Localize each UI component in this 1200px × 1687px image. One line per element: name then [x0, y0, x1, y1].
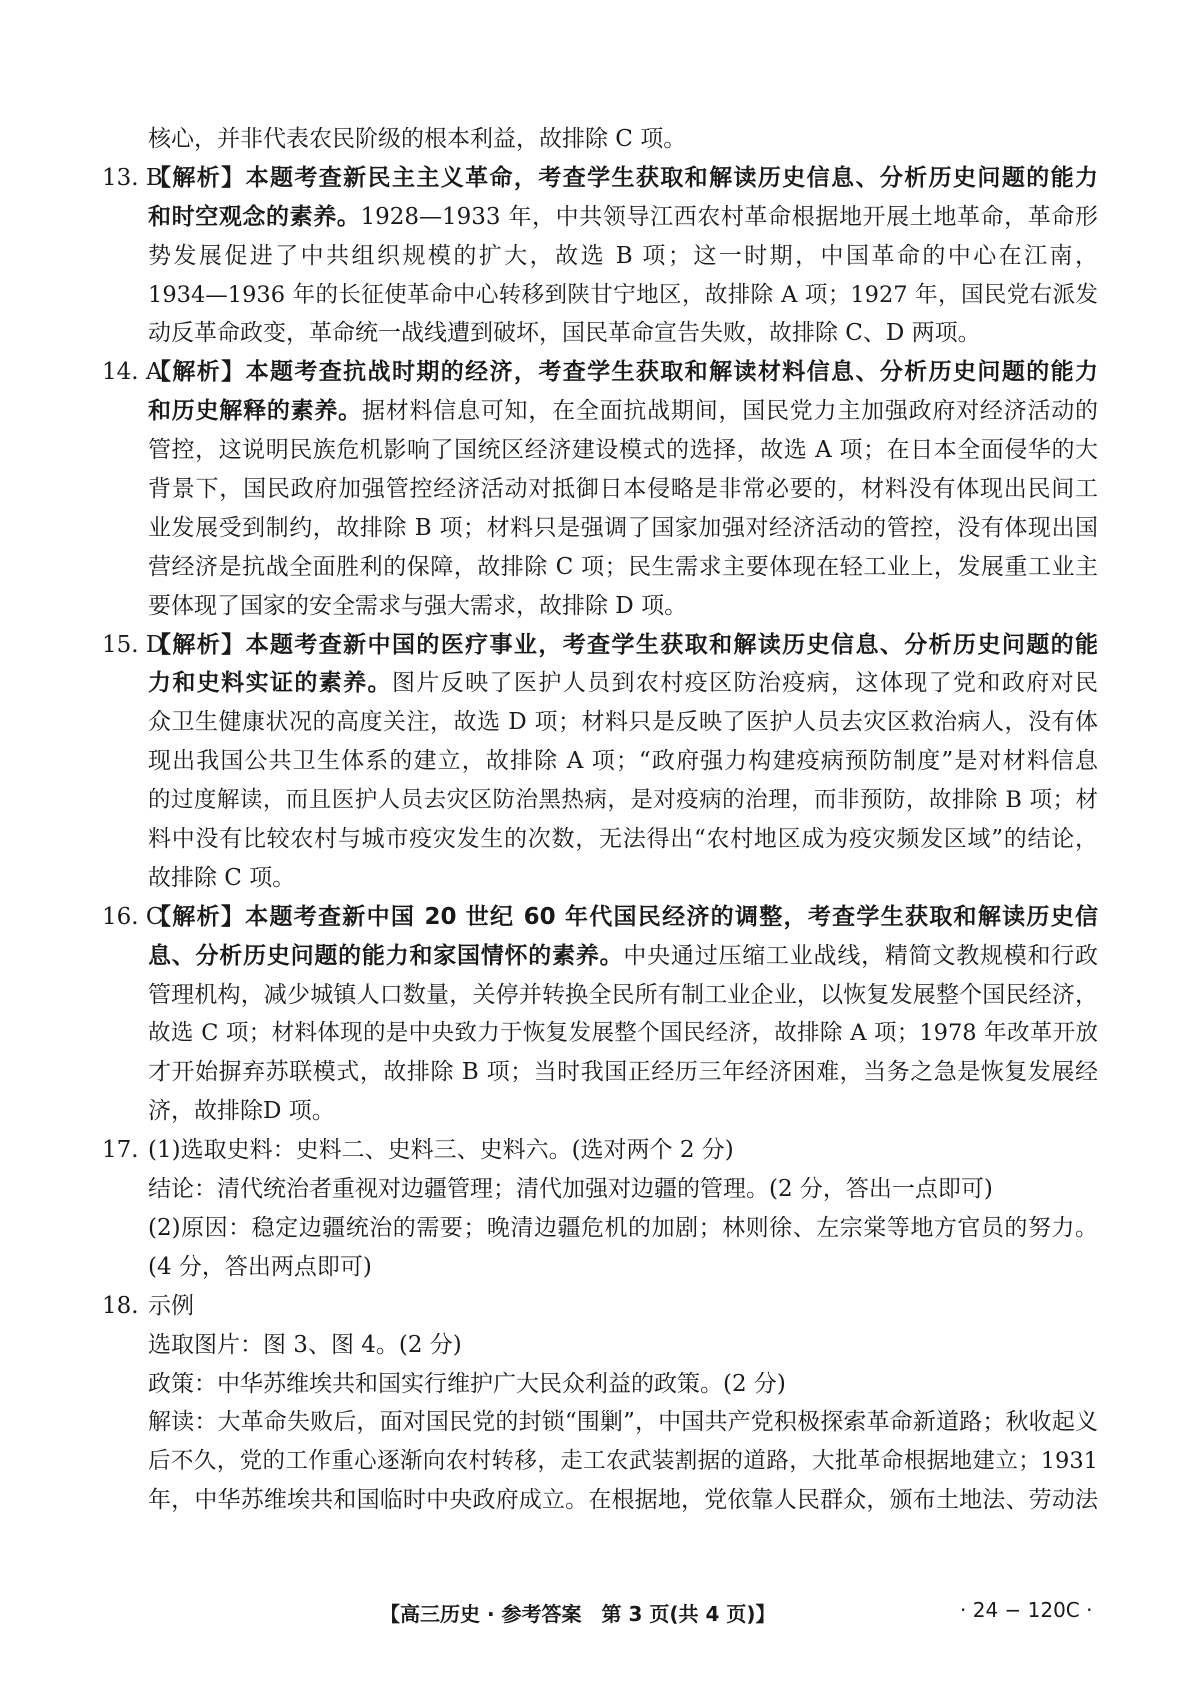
line-text: 业发展受到制约，故排除 B 项；材料只是强调了国家加强对经济活动的管控，没有体现出国 — [148, 514, 1098, 541]
text-line — [148, 1403, 1098, 1442]
text-line — [148, 820, 1098, 859]
answer-content — [102, 120, 1099, 1520]
line-text: 要体现了国家的安全需求与强大需求，故排除 D 项。 — [148, 592, 688, 619]
text-line — [148, 120, 1098, 159]
line-text: 势发展促进了中共组织规模的扩大，故选 B 项；这一时期，中国革命的中心在江南， — [148, 242, 1098, 269]
text-line — [102, 1131, 1098, 1170]
text-line — [148, 314, 1098, 353]
line-text: 后不久，党的工作重心逐渐向农村转移，走工农武装割据的道路，大批革命根据地建立；1931 — [148, 1448, 1098, 1475]
text-line — [148, 937, 1098, 976]
text-line — [148, 1481, 1098, 1520]
text-line — [148, 1365, 1098, 1404]
analysis-heading: 【解析】本题考查抗战时期的经济，考查学生获取和解读材料信息、分析历史问题的能力 — [148, 359, 1098, 386]
line-text: 管控，这说明民族危机影响了国统区经济建设模式的选择，故选 A 项；在日本全面侵华的大 — [148, 437, 1098, 464]
analysis-heading: 【解析】本题考查新民主主义革命，考查学生获取和解读历史信息、分析历史问题的能力 — [148, 164, 1098, 191]
analysis-heading: 和历史解释的素养。 — [148, 398, 362, 425]
analysis-heading: 和时空观念的素养。 — [148, 203, 361, 230]
analysis-heading: 息、分析历史问题的能力和家国情怀的素养。 — [148, 942, 624, 969]
line-text: 背景下，国民政府加强管控经济活动对抵御日本侵略是非常必要的，材料没有体现出民间工 — [148, 476, 1098, 503]
text-line — [148, 976, 1098, 1015]
question-number: 17. — [102, 1137, 139, 1164]
text-line — [148, 1442, 1098, 1481]
analysis-heading: 【解析】本题考查新中国 20 世纪 60 年代国民经济的调整，考查学生获取和解读历史信 — [148, 903, 1098, 930]
question-number: 14. A — [102, 359, 163, 386]
text-line — [148, 1248, 1098, 1287]
text-line — [148, 742, 1098, 781]
line-text: 管理机构，减少城镇人口数量，关停并转换全民所有制工业企业，以恢复发展整个国民经济， — [148, 981, 1098, 1008]
question-number: 13. B — [102, 164, 163, 191]
text-line — [148, 276, 1098, 315]
text-line — [148, 859, 1098, 898]
analysis-heading: 【解析】本题考查新中国的医疗事业，考查学生获取和解读历史信息、分析历史问题的能 — [148, 631, 1098, 658]
text-line — [148, 703, 1098, 742]
footer-page-label: 【高三历史 · 参考答案 第 3 页(共 4 页)】 — [380, 1602, 776, 1626]
line-text: 图片反映了医护人员到农村疫区防治疫病，这体现了党和政府对民 — [391, 670, 1099, 697]
line-text: (2)原因：稳定边疆统治的需要；晚清边疆危机的加剧；林则徐、左宗棠等地方官员的努力。 — [148, 1214, 1098, 1241]
line-text: 结论：清代统治者重视对边疆管理；清代加强对边疆的管理。(2 分，答出一点即可) — [148, 1176, 993, 1203]
question-number: 18. — [102, 1292, 139, 1319]
question-number: 15. D — [102, 631, 165, 658]
text-line — [148, 587, 1098, 626]
text-line — [102, 626, 1098, 665]
text-line — [148, 1170, 1098, 1209]
line-text: 1928—1933 年，中共领导江西农村革命根据地开展土地革命，革命形 — [360, 203, 1099, 230]
page-footer — [0, 1598, 1200, 1628]
text-line — [102, 898, 1098, 937]
question-number: 16. C — [102, 903, 164, 930]
text-line — [148, 781, 1098, 820]
line-text: 核心，并非代表农民阶级的根本利益，故排除 C 项。 — [148, 126, 687, 152]
line-text: 动反革命政变，革命统一战线遭到破坏，国民革命宣告失败，故排除 C、D 两项。 — [148, 320, 981, 347]
text-line — [148, 237, 1098, 276]
line-text: 的过度解读，而且医护人员去灾区防治黑热病，是对疫病的治理，而非预防，故排除 B 项；材 — [148, 787, 1098, 814]
line-text: 才开始摒弃苏联模式，故排除 B 项；当时我国正经历三年经济困难，当务之急是恢复发展经 — [148, 1059, 1098, 1086]
line-text: 济，故排除D 项。 — [148, 1098, 335, 1125]
line-text: 料中没有比较农村与城市疫灾发生的次数，无法得出“农村地区成为疫灾频发区域”的结论， — [148, 826, 1098, 853]
text-line — [148, 198, 1098, 237]
text-line — [148, 509, 1098, 548]
line-text: 故排除 C 项。 — [148, 864, 296, 891]
line-text: 营经济是抗战全面胜利的保障，故排除 C 项；民生需求主要体现在轻工业上，发展重工业主 — [148, 553, 1098, 580]
text-line — [148, 1053, 1098, 1092]
line-text: 故选 C 项；材料体现的是中央致力于恢复发展整个国民经济，故排除 A 项；1978 年改革开放 — [148, 1020, 1098, 1047]
text-line — [102, 353, 1098, 392]
text-line — [102, 1287, 1098, 1326]
line-text: 解读：大革命失败后，面对国民党的封锁“围剿”，中国共产党积极探索革命新道路；秋收起义 — [148, 1409, 1098, 1436]
line-text: 年，中华苏维埃共和国临时中央政府成立。在根据地，党依靠人民群众，颁布土地法、劳动法 — [148, 1487, 1098, 1514]
text-line — [148, 1092, 1098, 1131]
text-line — [148, 470, 1098, 509]
footer-code: · 24 − 120C · — [960, 1598, 1093, 1622]
text-line — [148, 392, 1098, 431]
text-line — [148, 664, 1098, 703]
line-text: 众卫生健康状况的高度关注，故选 D 项；材料只是反映了医护人员去灾区救治病人，没有体 — [148, 709, 1098, 736]
line-text: (1)选取史料：史料二、史料三、史料六。(选对两个 2 分) — [148, 1137, 734, 1164]
text-line — [148, 1209, 1098, 1248]
line-text: 示例 — [148, 1292, 194, 1319]
line-text: 1934—1936 年的长征使革命中心转移到陕甘宁地区，故排除 A 项；1927 年，国民党右派发 — [148, 281, 1098, 308]
line-text: 据材料信息可知，在全面抗战期间，国民党力主加强政府对经济活动的 — [361, 398, 1099, 425]
line-text: 选取图片：图 3、图 4。(2 分) — [148, 1331, 462, 1358]
text-line — [148, 548, 1098, 587]
text-line — [148, 431, 1098, 470]
text-line — [148, 1014, 1098, 1053]
text-line — [102, 159, 1098, 198]
analysis-heading: 力和史料实证的素养。 — [148, 670, 392, 697]
line-text: 现出我国公共卫生体系的建立，故排除 A 项；“政府强力构建疫病预防制度”是对材料信息 — [148, 748, 1098, 775]
line-text: 政策：中华苏维埃共和国实行维护广大民众利益的政策。(2 分) — [148, 1370, 786, 1397]
line-text: 中央通过压缩工业战线，精简文教规模和行政 — [623, 942, 1099, 969]
line-text: (4 分，答出两点即可) — [148, 1253, 372, 1280]
text-line — [148, 1326, 1098, 1365]
